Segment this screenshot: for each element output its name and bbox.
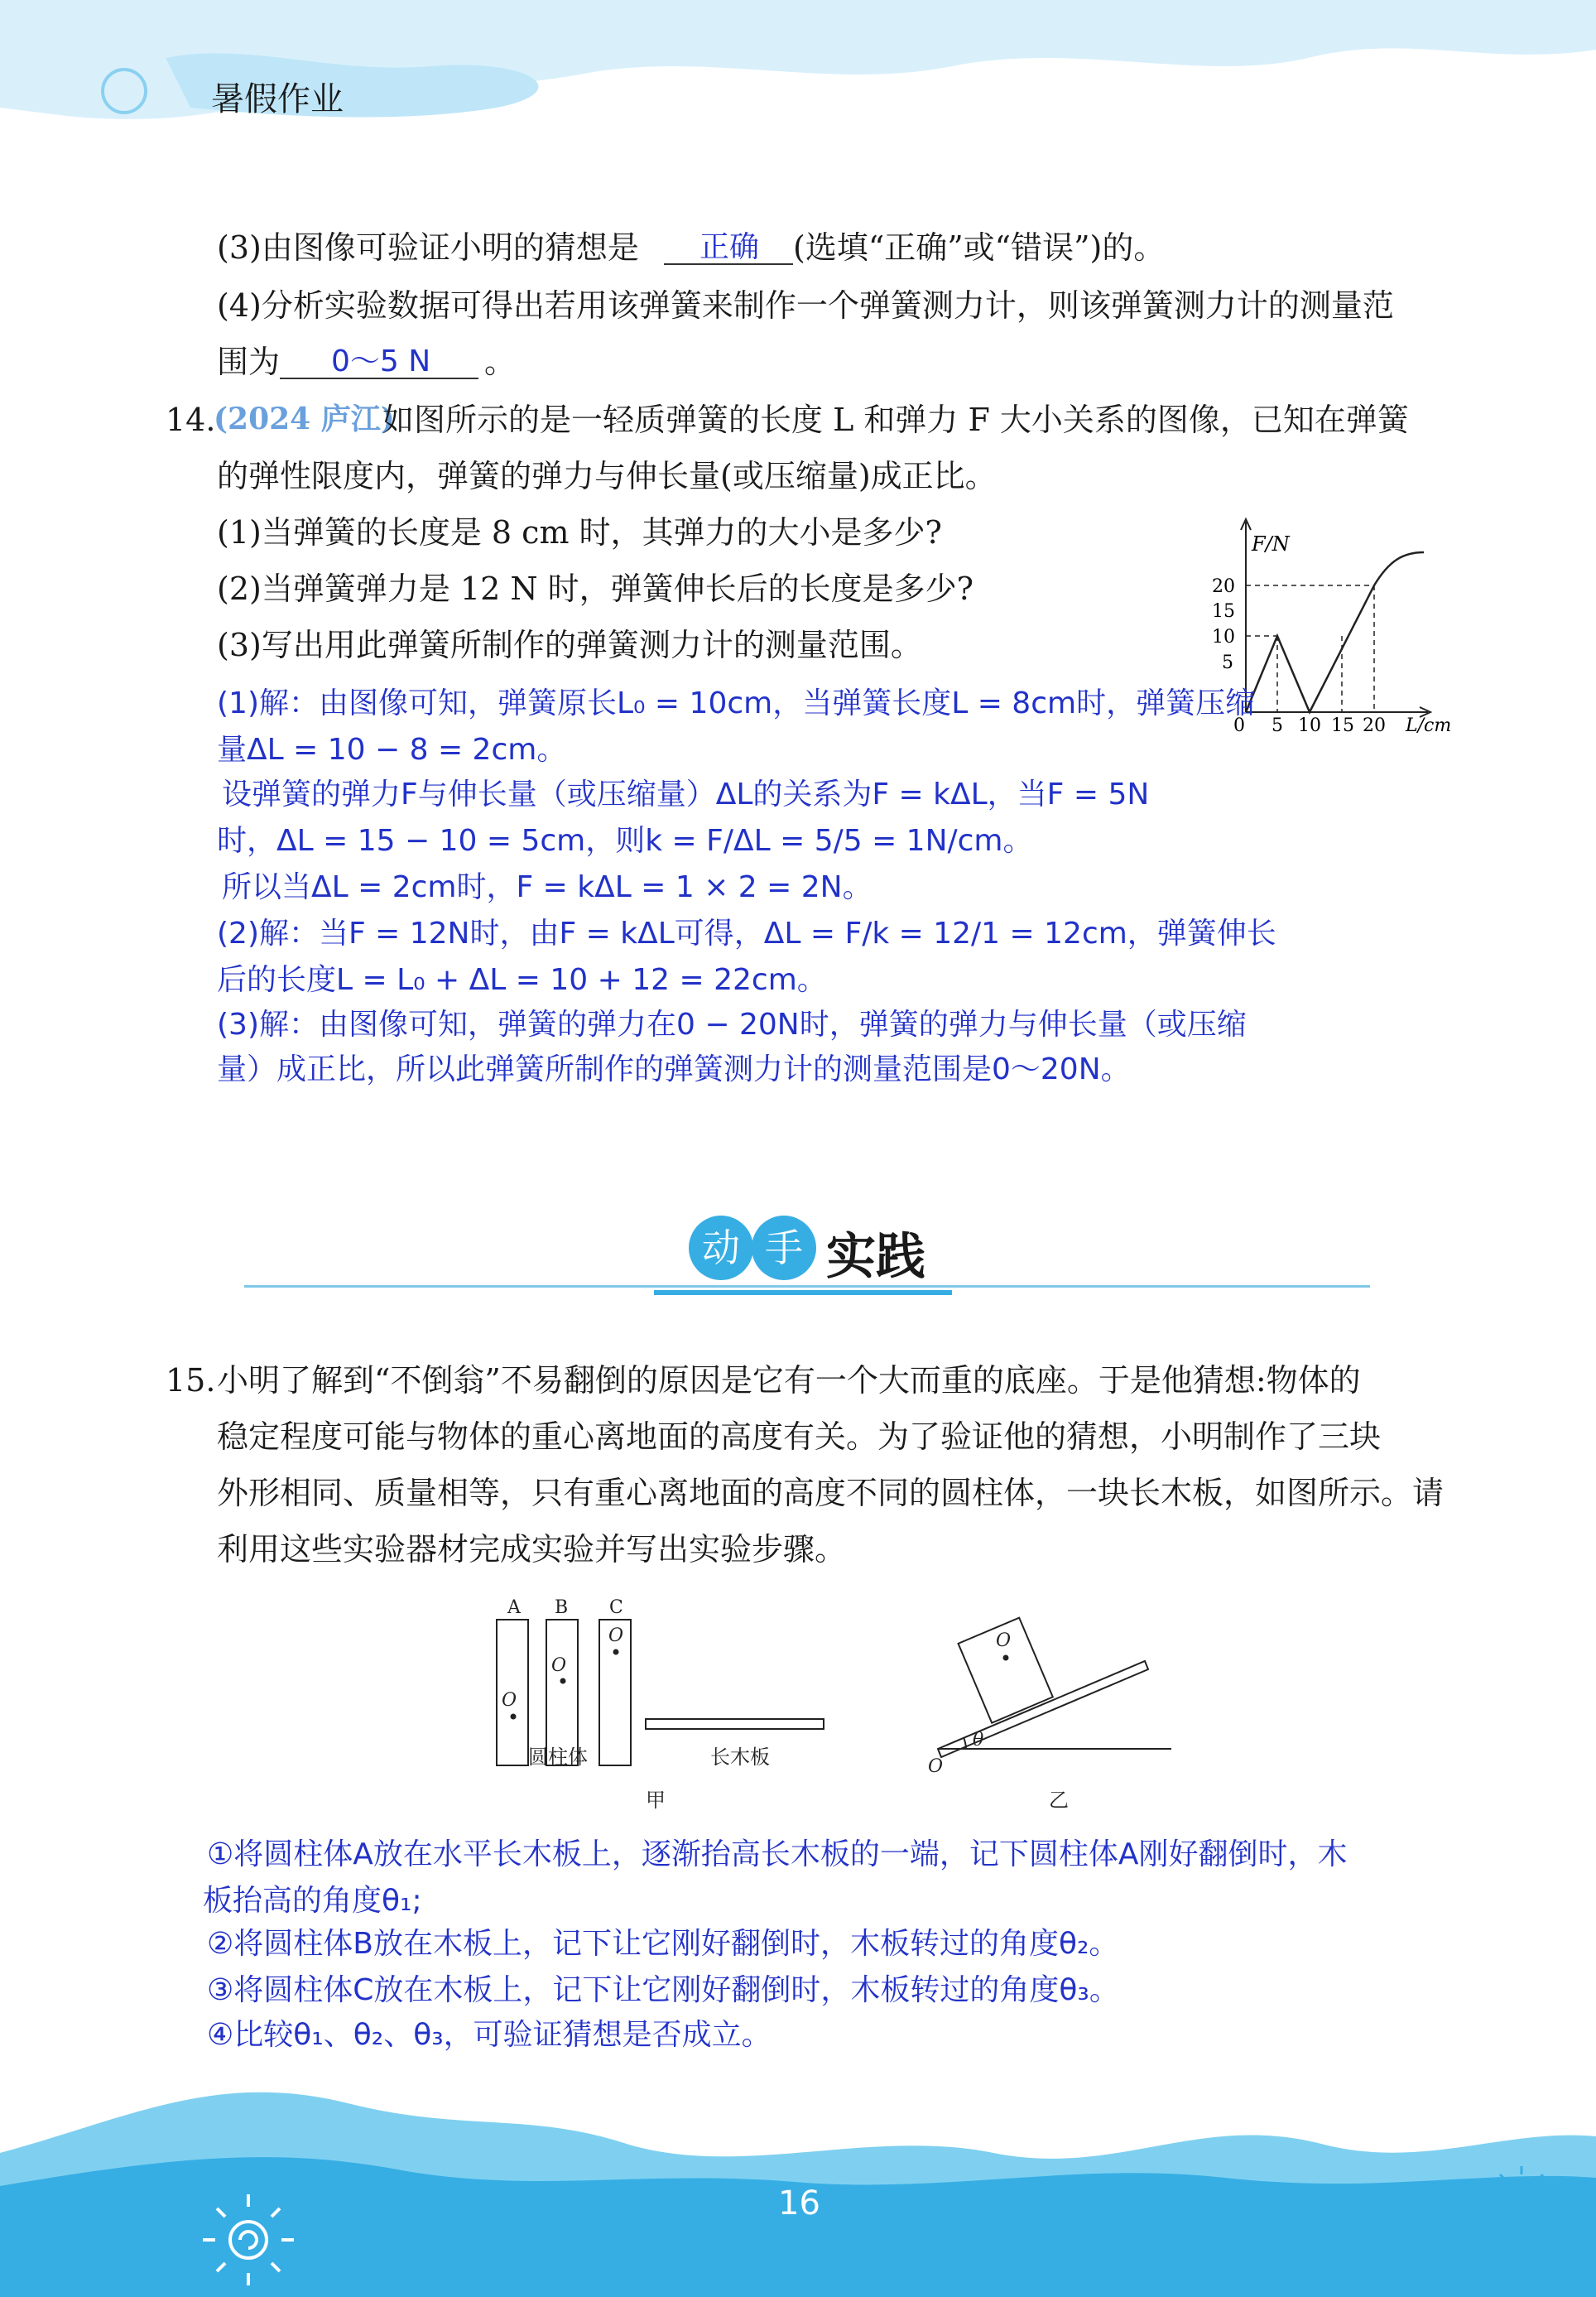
q14-solution-line: 后的长度L = L₀ + ΔL = 10 + 12 = 22cm。	[217, 963, 827, 997]
q14-stem-line1: 如图所示的是一轻质弹簧的长度 L 和弹力 F 大小关系的图像，已知在弹簧	[382, 402, 1409, 438]
cylinder-label-b: B	[555, 1597, 569, 1618]
graph-y-tick-10: 10	[1212, 627, 1235, 648]
q13-line3-prefix: (3)由图像可验证小明的猜想是	[217, 229, 639, 266]
q14-solution-line: (2)解：当F = 12N时，由F = kΔL可得，ΔL = F/k = 12/1 = 12cm，弹簧伸长	[217, 917, 1276, 951]
q14-solution-line: 时，ΔL = 15 − 10 = 5cm，则k = F/ΔL = 5/5 = 1N/cm。	[217, 824, 1033, 858]
q14-sub1: (1)当弹簧的长度是 8 cm 时，其弹力的大小是多少?	[217, 514, 942, 551]
q15-solution-line: ②将圆柱体B放在木板上，记下让它刚好翻倒时，木板转过的角度θ₂。	[207, 1927, 1119, 1961]
graph-x-tick-20: 20	[1363, 715, 1386, 736]
q15-stem-line: 利用这些实验器材完成实验并写出实验步骤。	[217, 1531, 847, 1567]
page-number: 16	[778, 2184, 820, 2222]
tilted-center-label: O	[996, 1630, 1012, 1651]
q15-number: 15.	[166, 1362, 216, 1399]
q14-solution-line: 所以当ΔL = 2cm时，F = kΔL = 1 × 2 = 2N。	[222, 870, 873, 904]
q13-answer4: 0～5 N	[331, 344, 431, 378]
graph-y-tick-15: 15	[1212, 601, 1235, 622]
graph-x-tick-5: 5	[1272, 715, 1283, 736]
q14-stem-line2: 的弹性限度内，弹簧的弹力与伸长量(或压缩量)成正比。	[217, 458, 997, 494]
center-label-a: O	[502, 1690, 517, 1711]
graph-y-tick-5: 5	[1222, 653, 1233, 673]
q14-sub2: (2)当弹簧弹力是 12 N 时，弹簧伸长后的长度是多少?	[217, 571, 974, 607]
q14-solution-line: 量）成正比，所以此弹簧所制作的弹簧测力计的测量范围是0～20N。	[217, 1052, 1131, 1086]
graph-y-label: F/N	[1252, 532, 1290, 556]
q15-figure-jia	[480, 1590, 844, 1813]
graph-x-tick-15: 15	[1331, 715, 1354, 736]
q13-line4-end: 。	[484, 344, 517, 380]
q15-solution-line: ④比较θ₁、θ₂、θ₃，可验证猜想是否成立。	[207, 2018, 772, 2052]
figure-jia-caption: 甲	[646, 1789, 666, 1812]
angle-label: θ	[973, 1730, 984, 1750]
cylinder-label-a: A	[507, 1597, 521, 1618]
q14-solution-line: (1)解：由图像可知，弹簧原长L₀ = 10cm，当弹簧长度L = 8cm时，弹簧压缩	[217, 686, 1256, 720]
q13-line4a: (4)分析实验数据可得出若用该弹簧来制作一个弹簧测力计，则该弹簧测力计的测量范	[217, 287, 1394, 324]
section-title: 实践	[826, 1228, 925, 1286]
q15-solution-line: ①将圆柱体A放在水平长木板上，逐渐抬高长木板的一端，记下圆柱体A刚好翻倒时，木	[207, 1837, 1348, 1871]
board-caption: 长木板	[710, 1746, 770, 1769]
section-divider-accent	[654, 1290, 952, 1295]
center-label-b: O	[551, 1655, 567, 1676]
q13-line3-suffix: (选填“正确”或“错误”)的。	[793, 229, 1166, 266]
center-label-c: O	[608, 1625, 624, 1646]
graph-y-tick-20: 20	[1212, 576, 1235, 597]
graph-x-tick-10: 10	[1298, 715, 1321, 736]
q15-stem-line: 外形相同、质量相等，只有重心离地面的高度不同的圆柱体，一块长木板，如图所示。请	[217, 1475, 1445, 1511]
q14-solution-line: 量ΔL = 10 − 8 = 2cm。	[217, 733, 567, 767]
q14-sub3: (3)写出用此弹簧所制作的弹簧测力计的测量范围。	[217, 627, 922, 663]
section-divider-line	[244, 1285, 1370, 1288]
q14-number: 14.	[166, 402, 216, 438]
graph-x-tick-0: 0	[1233, 715, 1245, 736]
q15-stem-line: 小明了解到“不倒翁”不易翻倒的原因是它有一个大而重的底座。于是他猜想:物体的	[217, 1362, 1361, 1399]
page-header-title: 暑假作业	[211, 80, 344, 118]
pivot-label: O	[928, 1756, 944, 1777]
q15-figure-yi	[923, 1615, 1188, 1813]
figure-yi-caption: 乙	[1049, 1789, 1069, 1812]
q13-answer3: 正确	[699, 230, 760, 264]
q15-solution-line: 板抬高的角度θ₁;	[203, 1884, 422, 1918]
q14-solution-line: (3)解：由图像可知，弹簧的弹力在0 − 20N时，弹簧的弹力与伸长量（或压缩	[217, 1008, 1247, 1042]
cylinder-label-c: C	[609, 1597, 623, 1618]
section-bubble-2: 手	[752, 1216, 816, 1280]
graph-x-label: L/cm	[1406, 715, 1452, 736]
q15-stem-line: 稳定程度可能与物体的重心离地面的高度有关。为了验证他的猜想，小明制作了三块	[217, 1418, 1382, 1455]
section-bubble-1: 动	[689, 1216, 753, 1280]
q14-source-tag: (2024 庐江)	[214, 402, 395, 436]
q14-solution-line: 设弹簧的弹力F与伸长量（或压缩量）ΔL的关系为F = kΔL，当F = 5N	[222, 778, 1150, 811]
cylinder-caption: 圆柱体	[528, 1746, 588, 1769]
footer-wave-band	[0, 2054, 1596, 2297]
q15-solution-line: ③将圆柱体C放在木板上，记下让它刚好翻倒时，木板转过的角度θ₃。	[207, 1973, 1119, 2007]
q13-line4b: 围为	[217, 344, 281, 380]
